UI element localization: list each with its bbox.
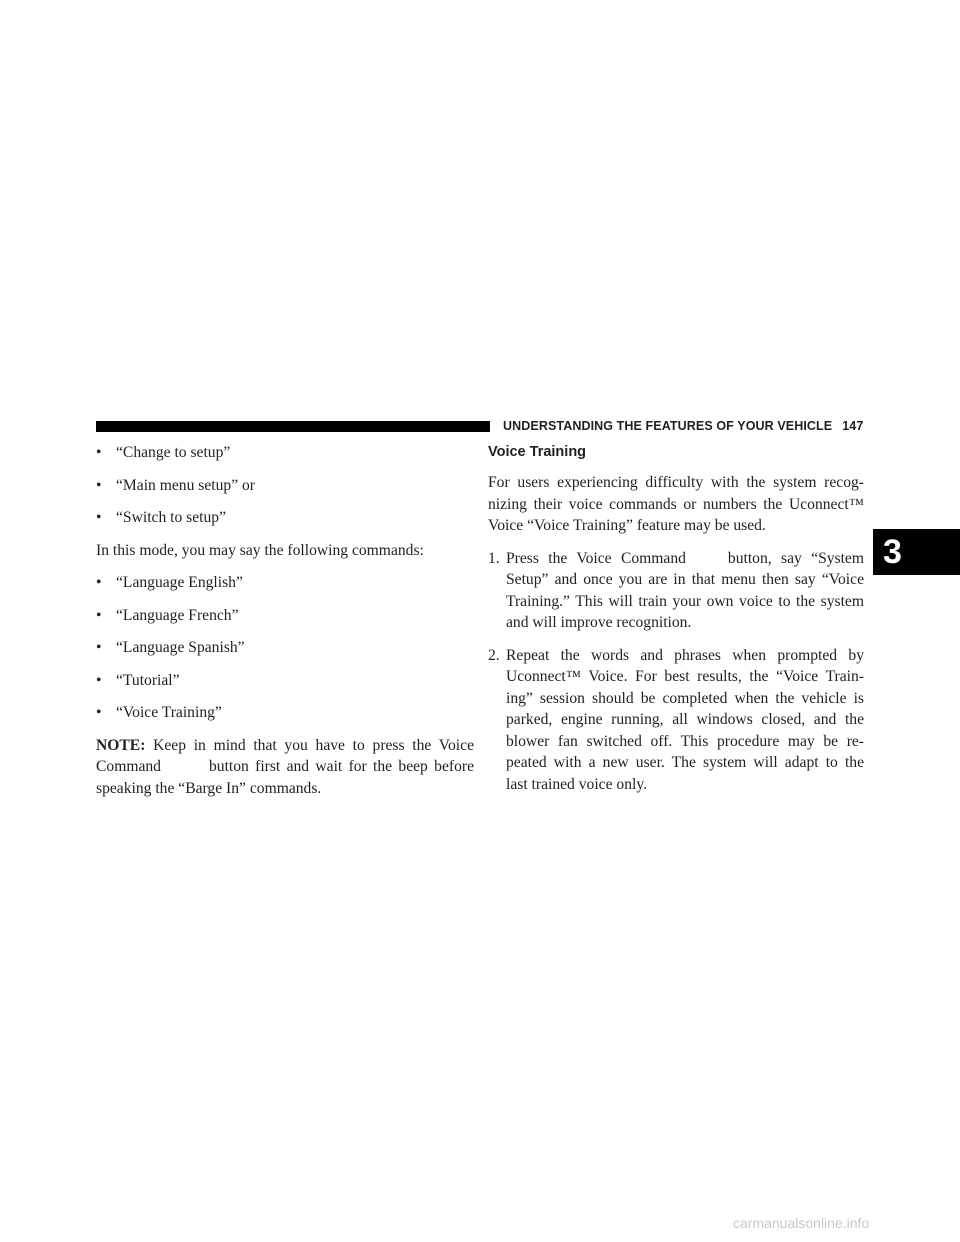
bullet-icon: • [96, 639, 102, 656]
running-header [503, 418, 863, 434]
left-column [96, 442, 474, 810]
header-rule [96, 421, 490, 432]
list-item: • “Main menu setup” or [96, 475, 474, 497]
list-item: • “Voice Training” [96, 702, 474, 724]
note-paragraph: NOTE: Keep in mind that you have to press the Voice Command button first and wait for the beep before speaking the “Barge In” commands. [96, 736, 474, 797]
list-item: • “Change to setup” [96, 442, 474, 464]
section-title: UNDERSTANDING THE FEATURES OF YOUR VEHICLE [503, 419, 833, 433]
chapter-number: 3 [883, 533, 902, 571]
list-item: • “Tutorial” [96, 670, 474, 692]
page-number: 147 [842, 419, 864, 433]
list-item: • “Language French” [96, 605, 474, 627]
bullet-icon: • [96, 574, 102, 591]
section-heading: Voice Training [488, 444, 587, 460]
chapter-tab [873, 529, 960, 575]
step-number: 2. [488, 646, 500, 664]
list-item: • “Switch to setup” [96, 507, 474, 529]
watermark: carmanualsonline.info [733, 1215, 870, 1231]
intro-paragraph: In this mode, you may say the following commands: [96, 541, 424, 559]
list-item: 1. Press the Voice Command button, say “System Setup” and once you are in that menu then say “Voice Training.” This will train your own voice to the system and will improve recognition. [488, 548, 864, 634]
intro-paragraph: For users experiencing difficulty with the system recog- nizing their voice commands or numbers the Uconnect™ Voice “Voice Training” feature may be used. [488, 474, 864, 534]
step-number: 1. [488, 549, 500, 567]
right-column [488, 442, 864, 806]
note-label: NOTE: [96, 736, 146, 754]
bullet-icon: • [96, 606, 102, 624]
list-item: • “Language English” [96, 572, 474, 594]
bullet-icon: • [96, 704, 102, 721]
bullet-icon: • [96, 671, 102, 689]
list-item: 2. Repeat the words and phrases when prompted by Uconnect™ Voice. For best results, the “Voice Train- ing” session should be completed when the vehicle is parked, engine running, all windows closed, and the blower fan switched off. This procedure may be re- peated with a new user. The system will adapt to the last trained voice only. [488, 645, 864, 796]
bullet-icon: • [96, 509, 102, 526]
bullet-icon: • [96, 444, 102, 461]
bullet-icon: • [96, 476, 102, 494]
list-item: • “Language Spanish” [96, 637, 474, 659]
